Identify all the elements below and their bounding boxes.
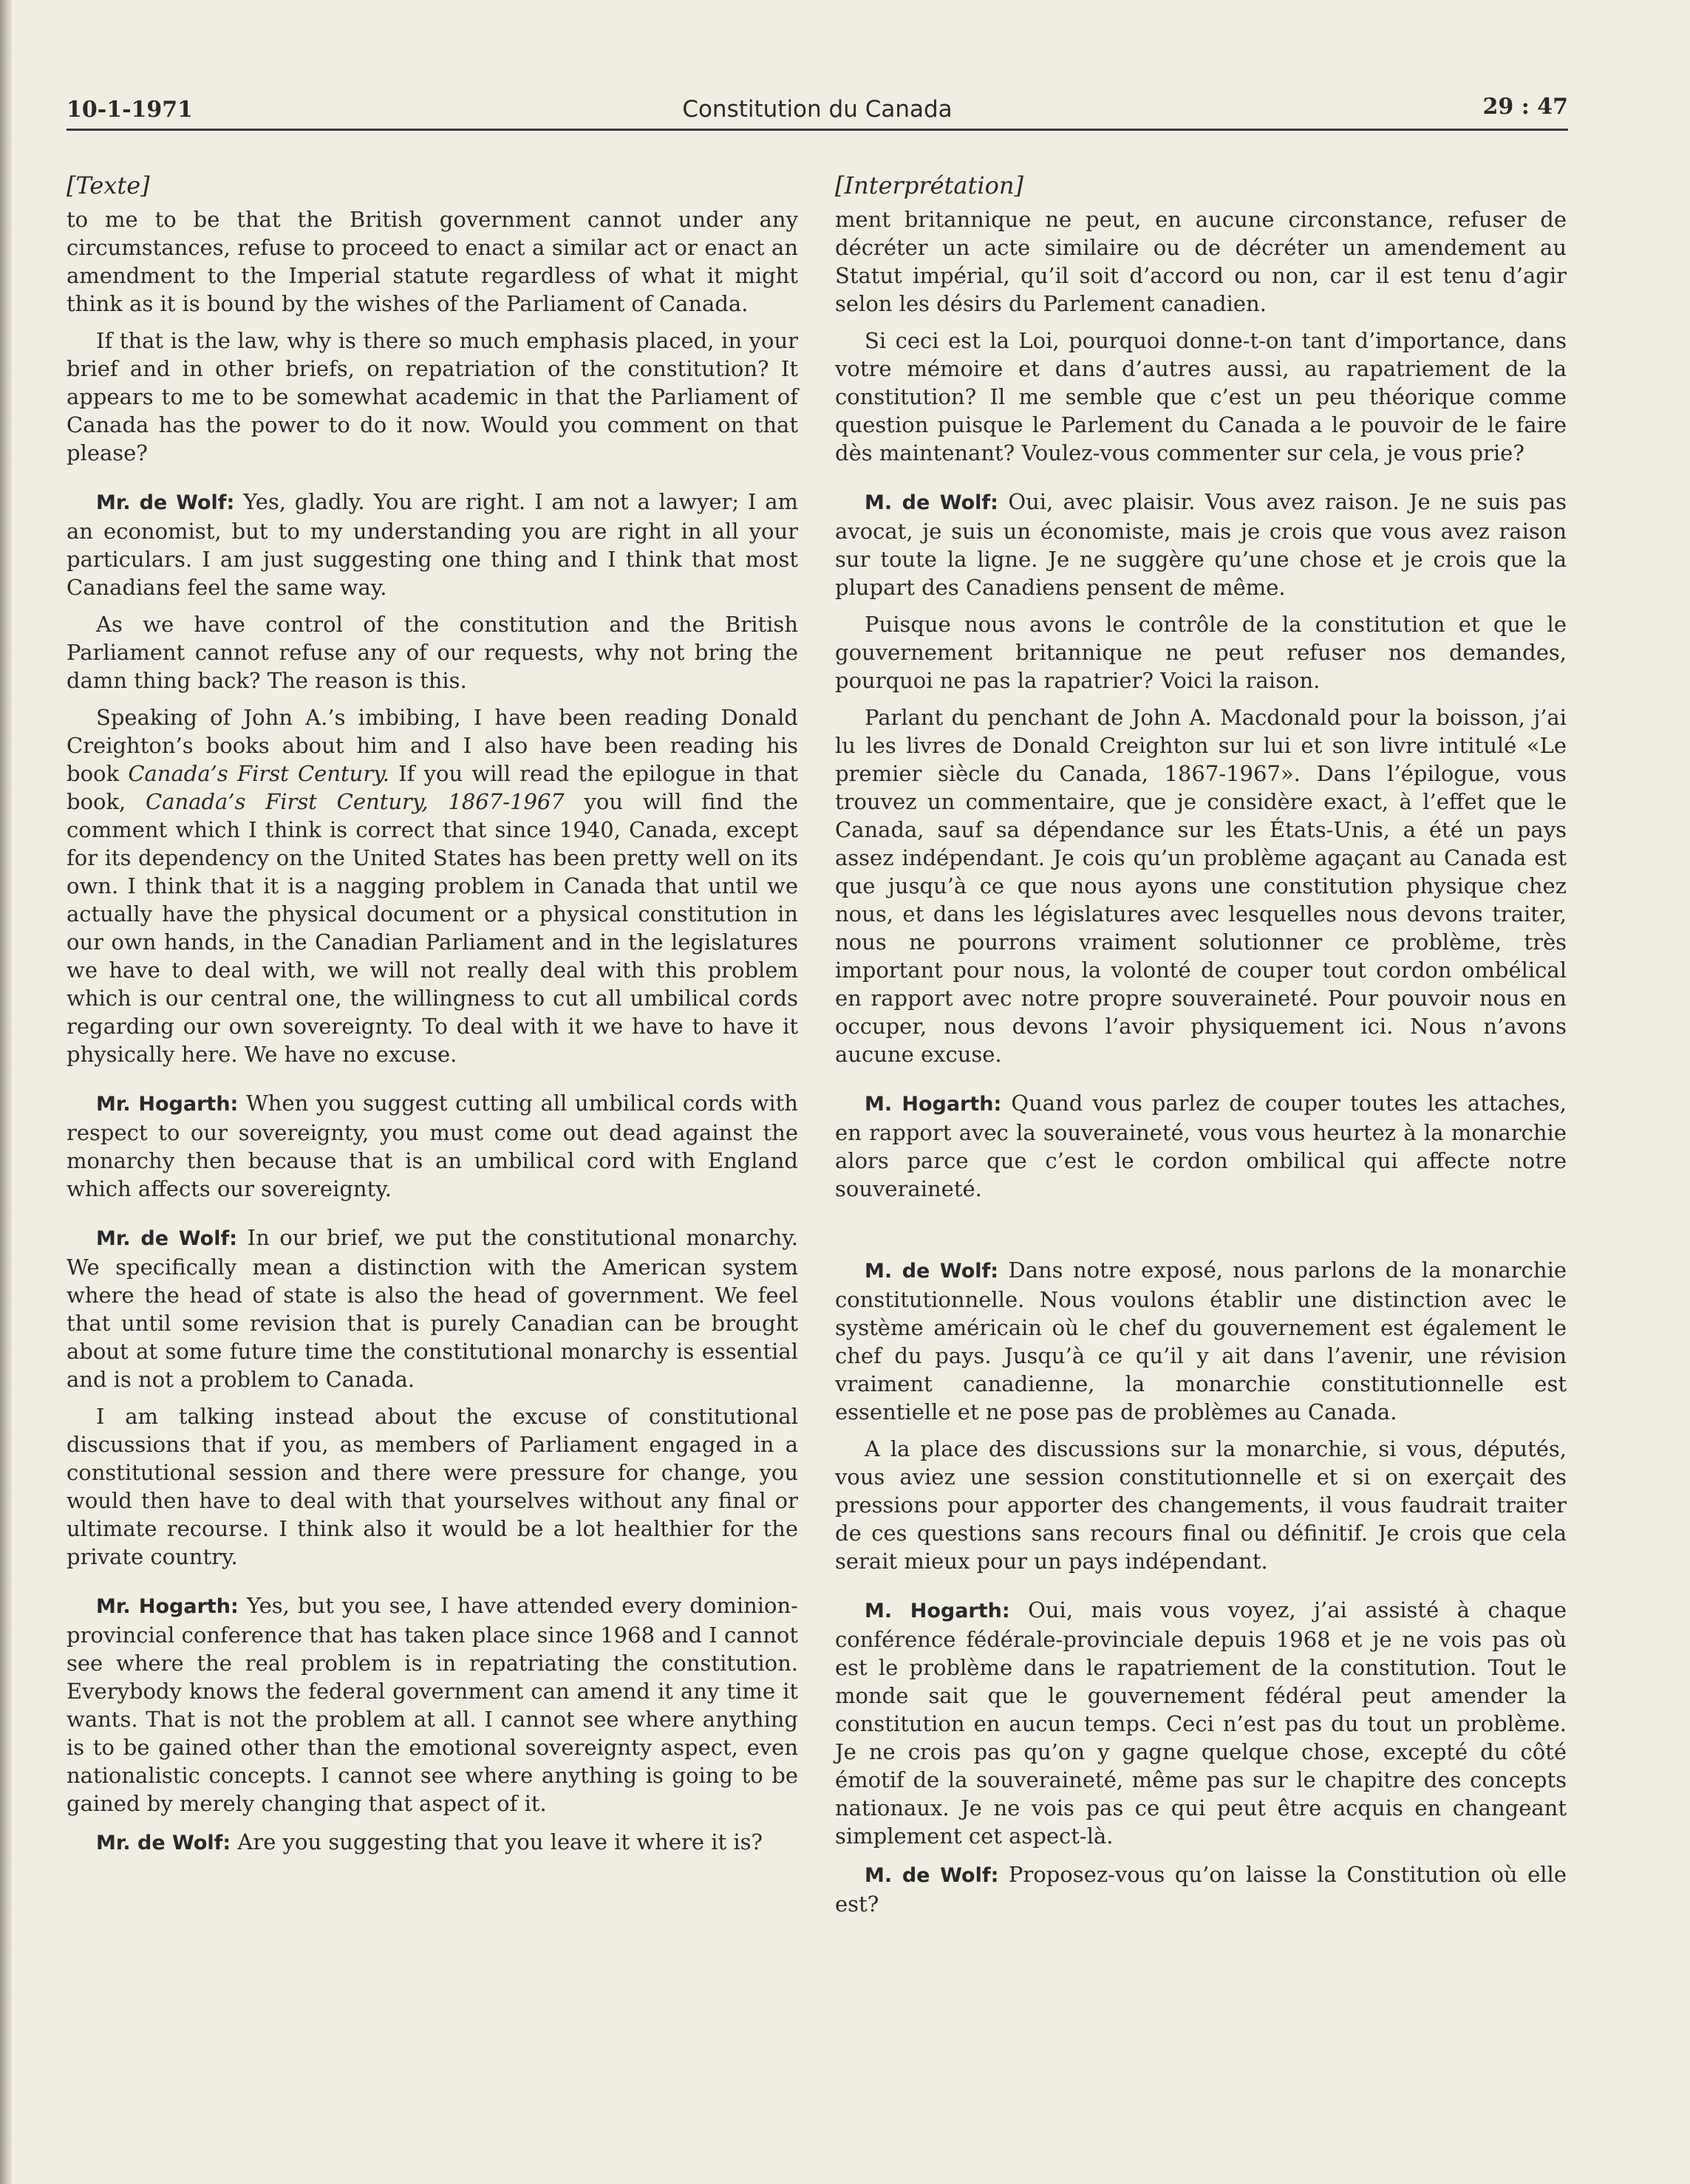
speaker-name: M. Hogarth: — [865, 1600, 1010, 1622]
book-title: Canada’s First Century. — [128, 761, 389, 786]
paragraph: If that is the law, why is there so much emphasis placed, in your brief and in other briefs, on repatriation of the constitution? It appears to me to be somewhat academic in that the Parliament of Canada has the power to do it now. Would you comment on that please? — [67, 328, 798, 465]
paragraph: Puisque nous avons le contrôle de la constitution et que le gouvernement britannique ne peut refuser nos demandes, pourquoi ne pas la rapatrier? Voici la raison. — [835, 612, 1567, 693]
speaker-name: Mr. de Wolf: — [96, 1832, 231, 1854]
speech-text: Quand vous parlez de couper toutes les attaches, en rapport avec la souveraineté, vous vous heurtez à la monarchie alors parce que c’est le cordon ombilical qui affecte notre souveraineté. — [835, 1091, 1567, 1201]
paragraph: Parlant du penchant de John A. Macdonald pour la boisson, j’ai lu les livres de Donald Creighton sur lui et son livre intitulé «Le premier siècle du Canada, 1867-1967». Dans l’épilogue, vous trouvez un commentaire, que je considère exact, à l’effet que le Canada, sauf sa dépendance sur les États-Unis, a été un pays assez indépendant. Je cois qu’un problème agaçant au Canada est que jusqu’à ce que nous ayons une constitution physique chez nous, et dans les législatures avec lesquelles nous devons traiter, nous ne pourrons vraiment solutionner ce problème, très important pour nous, la volonté de couper tout cordon ombélical en rapport avec notre propre souveraineté. Pour pouvoir nous en occuper, nous devons l’avoir physiquement ici. Nous n’avons aucune excuse. — [835, 705, 1567, 1067]
speaker-name: M. de Wolf: — [865, 491, 998, 514]
document-page — [67, 74, 1568, 2143]
speaker-name: Mr. Hogarth: — [96, 1595, 239, 1618]
speech-text: In our brief, we put the constitutional monarchy. We specifically mean a distinction with the American system where the head of state is also the head of government. We feel that until some revision that is purely Canadian can be brought about at some future time the constitutional monarchy is essential and is not a problem to Canada. — [67, 1225, 798, 1392]
paragraph-text: If you will read the epilogue in that book, — [67, 761, 799, 814]
speaker-name: M. de Wolf: — [865, 1260, 999, 1283]
speech-paragraph — [67, 1828, 798, 1857]
speech-paragraph — [835, 1860, 1567, 1918]
speaker-name: Mr. de Wolf: — [96, 491, 235, 514]
text-tag: [Texte] — [67, 171, 150, 199]
paragraph: I am talking instead about the excuse of constitutional discussions that if you, as members of Parliament engaged in a constitutional session and there were pressure for change, you would then have to deal with that yourselves without any final or ultimate recourse. I think also it would be a lot healthier for the private country. — [67, 1404, 798, 1569]
paragraph: A la place des discussions sur la monarchie, si vous, députés, vous aviez une session constitutionnelle et si on exerçait des pressions pour apporter des changements, il vous faudrait traiter de ces questions sans recours final ou définitif. Je crois que cela serait mieux pour un pays indépendant. — [835, 1436, 1567, 1574]
speech-paragraph — [835, 1256, 1567, 1426]
speech-text: Oui, avec plaisir. Vous avez raison. Je ne suis pas avocat, je suis un économiste, mais je crois que vous avez raison sur toute la ligne. Je ne suggère qu’une chose et je crois que la plupart des Canadiens pensent de même. — [835, 489, 1567, 600]
speech-paragraph — [835, 1089, 1567, 1203]
speech-paragraph — [835, 488, 1567, 601]
paragraph-text: Speaking of John A.’s imbibing, I have been reading Donald Creighton’s books about him and I also have been reading his book — [67, 705, 798, 786]
speech-paragraph — [67, 488, 798, 601]
header-page-number: 29 : 47 — [1482, 94, 1568, 120]
paragraph — [67, 703, 798, 1068]
speech-text: Are you suggesting that you leave it where it is? — [231, 1829, 763, 1854]
paragraph-text: you will find the comment which I think is correct that since 1940, Canada, except for its dependency on the United States has been pretty well on its own. I think that it is a nagging problem in Canada that until we actually have the physical document or a physical constitution in our own hands, in the Canadian Parliament and in the legislatures we have to deal with, we will not really deal with this problem which is our central one, the willingness to cut all umbilical cords regarding our own sovereignty. To deal with it we have to have it physically here. We have no excuse. — [67, 789, 798, 1067]
speech-text: Yes, gladly. You are right. I am not a lawyer; I am an economist, but to my understanding you are right in all your particulars. I am just suggesting one thing and I think that most Canadians feel the same way. — [67, 489, 798, 600]
interpretation-tag: [Interprétation] — [835, 171, 1023, 199]
speech-text: Proposez-vous qu’on laisse la Constitution où elle est? — [835, 1862, 1567, 1917]
paragraph: Si ceci est la Loi, pourquoi donne-t-on tant d’importance, dans votre mémoire et dans d’autres aussi, au rapatriement de la constitution? Il me semble que c’est un peu théorique comme question puisque le Parlement du Canada a le pouvoir de le faire dès maintenant? Voulez-vous commenter sur cela, je vous prie? — [835, 328, 1567, 465]
paragraph: to me to be that the British government cannot under any circumstances, refuse to proceed to enact a similar act or enact an amendment to the Imperial statute regardless of what it might think as it is bound by the wishes of the Parliament of Canada. — [67, 207, 798, 316]
speech-paragraph — [67, 1591, 798, 1818]
speech-text: Oui, mais vous voyez, j’ai assisté à chaque conférence fédérale-provinciale depuis 1968 et je ne vois pas où est le problème dans le rapatriement de la constitution. Tout le monde sait que le gouvernement fédéral peut amender la constitution en aucun temps. Ceci n’est pas du tout un problème. Je ne crois pas qu’on y gagne quelque chose, excepté du côté émotif de la souveraineté, même pas sur le chapitre des concepts nationaux. Je ne vois pas ce qui peut être acquis en changeant simplement cet aspect-là. — [835, 1597, 1567, 1849]
english-column — [67, 170, 798, 1857]
book-title: Canada’s First Century, 1867-1967 — [146, 789, 565, 814]
page-binding-edge — [0, 0, 12, 2184]
paragraph: ment britannique ne peut, en aucune circonstance, refuser de décréter un acte similaire ou de décréter un amendement au Statut impérial, qu’il soit d’accord ou non, car il est tenu d’agir selon les désirs du Parlement canadien. — [835, 207, 1567, 316]
speech-paragraph — [835, 1596, 1567, 1850]
speaker-name: M. Hogarth: — [865, 1093, 1002, 1116]
french-column — [835, 170, 1567, 1918]
speaker-name: M. de Wolf: — [865, 1864, 999, 1887]
header-title: Constitution du Canada — [682, 96, 953, 123]
speech-paragraph — [67, 1089, 798, 1203]
speech-paragraph — [67, 1224, 798, 1393]
speech-text: When you suggest cutting all umbilical cords with respect to our sovereignty, you must come out dead against the monarchy then because that is an umbilical cord with England which affects our sovereignty. — [67, 1091, 798, 1201]
running-header — [67, 74, 1568, 131]
speaker-name: Mr. Hogarth: — [96, 1093, 239, 1116]
speech-text: Dans notre exposé, nous parlons de la monarchie constitutionnelle. Nous voulons établir une distinction avec le système américain où le chef du gouvernement est également le chef du pays. Jusqu’à ce qu’il y ait dans l’avenir, une révision vraiment canadienne, la monarchie constitutionnelle est essentielle et ne pose pas de problèmes au Canada. — [835, 1257, 1567, 1424]
header-date: 10-1-1971 — [67, 97, 194, 123]
paragraph: As we have control of the constitution and the British Parliament cannot refuse any of our requests, why not bring the damn thing back? The reason is this. — [67, 612, 798, 693]
speaker-name: Mr. de Wolf: — [96, 1227, 238, 1250]
speech-text: Yes, but you see, I have attended every dominion-provincial conference that has taken place since 1968 and I cannot see where the real problem is in repatriating the constitution. Everybody knows the federal government can amend it any time it wants. That is not the problem at all. I cannot see where anything is to be gained other than the emotional sovereignty aspect, even nationalistic concepts. I cannot see where anything is going to be gained by merely changing that aspect of it. — [67, 1593, 798, 1816]
